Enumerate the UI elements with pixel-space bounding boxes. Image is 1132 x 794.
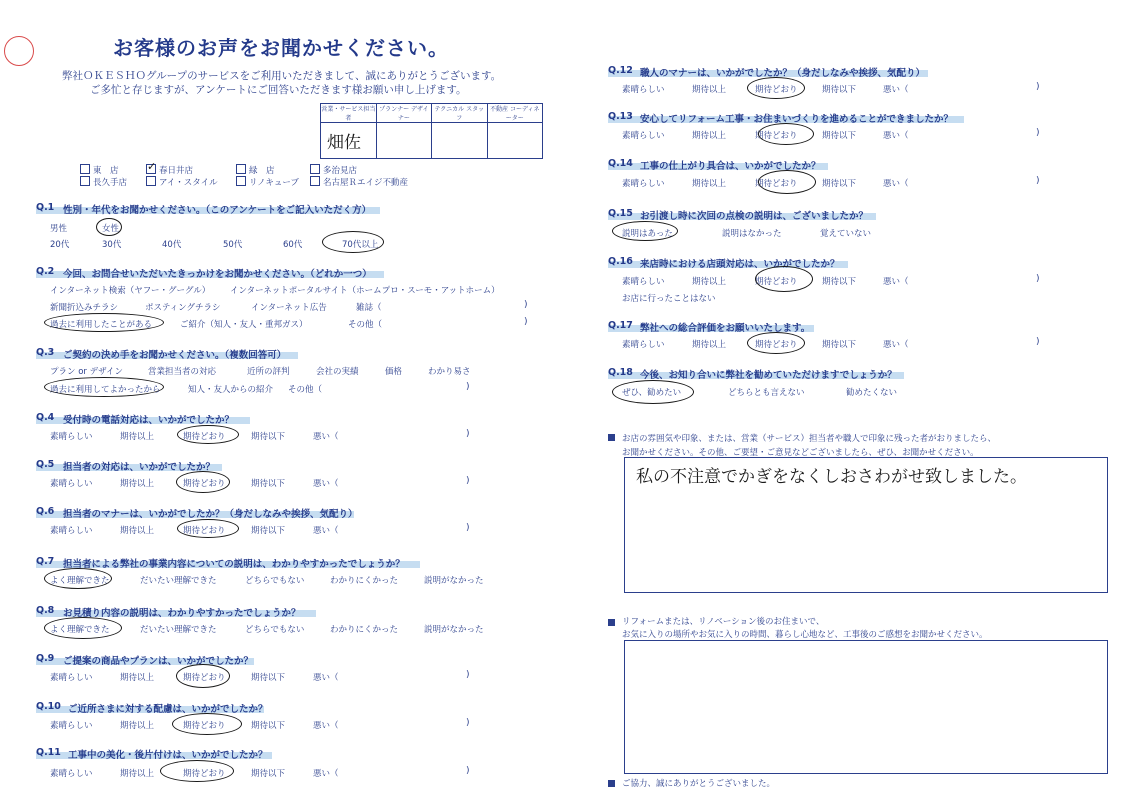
q3-track-record[interactable]: 会社の実績 — [316, 367, 359, 377]
bullet-square — [608, 780, 615, 787]
staff-header-sales: 営業・サービス担当者 — [321, 104, 377, 123]
q6-label: Q.6 — [36, 506, 55, 517]
q10-above[interactable]: 期待以上 — [120, 721, 155, 731]
q14-bad[interactable]: 悪い（ — [883, 179, 909, 189]
q18-recommend-mark — [612, 380, 694, 404]
q15-dont-remember[interactable]: 覚えていない — [820, 229, 872, 239]
q2-referral[interactable]: ご紹介（知人・友人・重邦ガス） — [180, 320, 308, 330]
q14-excellent[interactable]: 素晴らしい — [622, 179, 665, 189]
q9-excellent[interactable]: 素晴らしい — [50, 673, 93, 683]
q15-explained[interactable]: 説明はあった — [622, 229, 673, 239]
q17-excellent[interactable]: 素晴らしい — [622, 340, 665, 350]
q4-above[interactable]: 期待以上 — [120, 432, 155, 442]
store-kasugai[interactable]: ✓ 春日井店 — [147, 160, 194, 176]
q5-bad[interactable]: 悪い（ — [313, 479, 339, 489]
store-nagoya-rage[interactable]: 名古屋Ｒエイジ不動産 — [310, 176, 408, 188]
q13-as-expected-mark — [758, 123, 814, 145]
q10-excellent[interactable]: 素晴らしい — [50, 721, 93, 731]
checkbox[interactable] — [146, 176, 156, 186]
q5-as-expected[interactable]: 期待どおり — [183, 479, 226, 489]
q17-label: Q.17 — [608, 320, 633, 331]
staff-value-technical[interactable] — [432, 123, 487, 159]
q1-age-30[interactable]: 30代 — [102, 240, 122, 250]
q9-text: ご提案の商品やプランは、いかがでしたか？ — [63, 656, 254, 667]
free2-prompt-1: リフォームまたは、リノベーション後のお住まいで、 — [622, 617, 825, 627]
q2-internet-ad[interactable]: インターネット広告 — [251, 303, 327, 313]
q10-below[interactable]: 期待以下 — [251, 721, 286, 731]
q16-above[interactable]: 期待以上 — [692, 277, 727, 287]
q16-never-visited[interactable]: お店に行ったことはない — [622, 294, 716, 304]
q1-age-60[interactable]: 60代 — [283, 240, 303, 250]
q15-label: Q.15 — [608, 208, 633, 219]
page-title: お客様のお声をお聞かせください。 — [113, 36, 449, 60]
q4-close: ) — [466, 429, 470, 439]
checkbox[interactable] — [310, 176, 320, 186]
free1-prompt-2: お聞かせください。その他、ご要望・ご意見などございましたら、ぜひ、お聞かせください。 — [622, 448, 979, 458]
q4-as-expected[interactable]: 期待どおり — [183, 432, 226, 442]
q5-below[interactable]: 期待以下 — [251, 479, 286, 489]
q12-excellent[interactable]: 素晴らしい — [622, 85, 665, 95]
checkbox[interactable] — [310, 164, 320, 174]
q11-above[interactable]: 期待以上 — [120, 769, 155, 779]
q3-past-good[interactable]: 過去に利用してよかったから — [50, 385, 161, 395]
q6-excellent[interactable]: 素晴らしい — [50, 526, 93, 536]
q1-age-70-mark — [322, 231, 384, 253]
q17-close: ) — [1036, 337, 1040, 347]
q9-as-expected[interactable]: 期待どおり — [183, 673, 226, 683]
q15-not-explained[interactable]: 説明はなかった — [722, 229, 782, 239]
q16-text: 来店時における店頭対応は、いかがでしたか？ — [640, 259, 840, 270]
q1-age-40[interactable]: 40代 — [162, 240, 182, 250]
q4-bad[interactable]: 悪い（ — [313, 432, 339, 442]
q7-well-mark — [44, 568, 112, 589]
store-midori[interactable]: 緑 店 — [236, 164, 275, 176]
store-istyle[interactable]: アイ・スタイル — [146, 176, 218, 188]
checkbox[interactable] — [80, 176, 90, 186]
q7-text: 担当者による弊社の事業内容についての説明は、わかりやすかったでしょうか？ — [63, 559, 405, 570]
store-renocube[interactable]: リノキューブ — [236, 176, 299, 188]
q5-close: ) — [466, 476, 470, 486]
q2-past-use[interactable]: 過去に利用したことがある — [50, 320, 153, 330]
q12-as-expected-mark — [747, 77, 805, 99]
q1-text: 性別・年代をお聞かせください。（このアンケートをご記入いただく方） — [63, 205, 372, 216]
q7-well[interactable]: よく理解できた — [50, 576, 110, 586]
staff-value-sales[interactable]: 畑佐 — [321, 123, 377, 159]
q11-text: 工事中の美化・後片付けは、いかがでしたか？ — [68, 750, 268, 761]
q3-price[interactable]: 価格 — [385, 367, 403, 377]
q5-text: 担当者の対応は、いかがでしたか？ — [63, 462, 216, 473]
q9-close: ) — [466, 670, 470, 680]
q9-as-expected-mark — [176, 664, 230, 688]
q11-close: ) — [466, 766, 470, 776]
q14-close: ) — [1036, 176, 1040, 186]
checkbox[interactable] — [236, 164, 246, 174]
q11-as-expected[interactable]: 期待どおり — [183, 769, 226, 779]
q13-excellent[interactable]: 素晴らしい — [622, 131, 665, 141]
q5-above[interactable]: 期待以上 — [120, 479, 155, 489]
q9-label: Q.9 — [36, 653, 55, 664]
bullet-square — [608, 619, 615, 626]
q14-text: 工事の仕上がり具合は、いかがでしたか？ — [640, 161, 821, 172]
checkbox-checked[interactable]: ✓ — [147, 160, 157, 173]
q6-as-expected-mark — [177, 519, 239, 538]
q6-bad[interactable]: 悪い（ — [313, 526, 339, 536]
q12-close: ) — [1036, 82, 1040, 92]
q10-as-expected[interactable]: 期待どおり — [183, 721, 226, 731]
q3-other-close: ) — [466, 382, 470, 392]
q16-bad[interactable]: 悪い（ — [883, 277, 909, 287]
q11-as-expected-mark — [160, 760, 234, 782]
q14-label: Q.14 — [608, 158, 633, 169]
q1-label: Q.1 — [36, 202, 55, 213]
store-east[interactable]: 東 店 — [80, 164, 119, 176]
q3-friend-referral[interactable]: 知人・友人からの紹介 — [188, 385, 274, 395]
q13-label: Q.13 — [608, 111, 633, 122]
q17-below[interactable]: 期待以下 — [822, 340, 857, 350]
q18-recommend[interactable]: ぜひ、勧めたい — [622, 388, 682, 398]
q14-as-expected[interactable]: 期待どおり — [755, 179, 798, 189]
free2-answer-box[interactable] — [624, 640, 1108, 774]
thanks-text: ご協力、誠にありがとうございました。 — [622, 779, 776, 789]
q16-as-expected-mark — [755, 266, 813, 292]
free1-answer[interactable]: 私の不注意でかぎをなくしおさわがせ致しました。 — [636, 467, 1027, 487]
q4-as-expected-mark — [177, 425, 239, 444]
store-tajimi[interactable]: 多治見店 — [310, 164, 357, 176]
q16-close: ) — [1036, 274, 1040, 284]
seal-stamp — [4, 36, 34, 66]
q4-label: Q.4 — [36, 412, 55, 423]
checkbox[interactable] — [80, 164, 90, 174]
intro-line-2: ご多忙と存じますが、アンケートにご回答いただきます様お願い申し上げます。 — [90, 84, 467, 96]
q17-text: 弊社への総合評価をお願いいたします。 — [640, 323, 811, 334]
q18-neutral[interactable]: どちらとも言えない — [728, 388, 805, 398]
q14-below[interactable]: 期待以下 — [822, 179, 857, 189]
q7-label: Q.7 — [36, 556, 55, 567]
q8-well-mark — [44, 617, 122, 639]
staff-header-realestate: 不動産 コーディネーター — [487, 104, 542, 123]
q6-above[interactable]: 期待以上 — [120, 526, 155, 536]
q4-text: 受付時の電話対応は、いかがでしたか？ — [63, 415, 235, 426]
q11-below[interactable]: 期待以下 — [251, 769, 286, 779]
q2-magazine[interactable]: 雑誌（ — [356, 303, 382, 313]
q3-text: ご契約の決め手をお聞かせください。（複数回答可） — [63, 350, 287, 361]
free2-prompt-2: お気に入りの場所やお気に入りの時間、暮らし心地など、工事後のご感想をお聞かせください。 — [622, 630, 988, 640]
q14-above[interactable]: 期待以上 — [692, 179, 727, 189]
q1-male[interactable]: 男性 — [50, 224, 68, 234]
staff-value-planner[interactable] — [376, 123, 431, 159]
q1-age-50[interactable]: 50代 — [223, 240, 243, 250]
staff-header-technical: テクニカル スタッフ — [432, 104, 487, 123]
q2-text: 今回、お問合せいただいたきっかけをお聞かせください。（どれか一つ） — [63, 269, 372, 280]
q13-close: ) — [1036, 128, 1040, 138]
staff-header-planner: プランナー デザイナー — [376, 104, 431, 123]
q6-text: 担当者のマナーは、いかがでしたか？（身だしなみや挨拶、気配り） — [63, 509, 358, 520]
q16-as-expected[interactable]: 期待どおり — [755, 277, 798, 287]
q14-as-expected-mark — [758, 170, 816, 194]
q1-female[interactable]: 女性 — [102, 224, 120, 234]
q4-below[interactable]: 期待以下 — [251, 432, 286, 442]
store-nagakute[interactable]: 長久手店 — [80, 176, 127, 188]
q2-past-use-mark — [44, 313, 164, 332]
q7-unclear[interactable]: わかりにくかった — [330, 576, 399, 586]
q2-label: Q.2 — [36, 266, 55, 277]
q2-newspaper-flyer[interactable]: 新聞折込みチラシ — [50, 303, 119, 313]
q6-as-expected[interactable]: 期待どおり — [183, 526, 226, 536]
q10-bad[interactable]: 悪い（ — [313, 721, 339, 731]
q18-text: 今後、お知り合いに弊社を勧めていただけますでしょうか？ — [640, 370, 897, 381]
q10-label: Q.10 — [36, 701, 61, 712]
q3-past-good-mark — [44, 377, 164, 397]
q18-label: Q.18 — [608, 367, 633, 378]
q3-plan-design[interactable]: プラン or デザイン — [50, 367, 124, 377]
q8-neutral[interactable]: どちらでもない — [245, 625, 305, 635]
q8-mostly[interactable]: だいたい理解できた — [140, 625, 217, 635]
q15-text: お引渡し時に次回の点検の説明は、ございましたか？ — [640, 211, 869, 222]
q4-excellent[interactable]: 素晴らしい — [50, 432, 93, 442]
q9-above[interactable]: 期待以上 — [120, 673, 155, 683]
q16-label: Q.16 — [608, 256, 633, 267]
q3-reputation[interactable]: 近所の評判 — [247, 367, 290, 377]
q10-close: ) — [466, 718, 470, 728]
q5-excellent[interactable]: 素晴らしい — [50, 479, 93, 489]
q8-unclear[interactable]: わかりにくかった — [330, 625, 399, 635]
q7-mostly[interactable]: だいたい理解できた — [140, 576, 217, 586]
q12-above[interactable]: 期待以上 — [692, 85, 727, 95]
bullet-square — [608, 434, 615, 441]
q6-below[interactable]: 期待以下 — [251, 526, 286, 536]
q5-label: Q.5 — [36, 459, 55, 470]
q11-excellent[interactable]: 素晴らしい — [50, 769, 93, 779]
q9-below[interactable]: 期待以下 — [251, 673, 286, 683]
q16-below[interactable]: 期待以下 — [822, 277, 857, 287]
q8-label: Q.8 — [36, 605, 55, 616]
q15-explained-mark — [612, 221, 678, 241]
q17-as-expected-mark — [747, 332, 805, 354]
q12-as-expected[interactable]: 期待どおり — [755, 85, 798, 95]
free1-prompt-1: お店の雰囲気や印象、または、営業（サービス）担当者や職人で印象に残った者がおりましたら、 — [622, 434, 997, 444]
q8-well[interactable]: よく理解できた — [50, 625, 110, 635]
q12-below[interactable]: 期待以下 — [822, 85, 857, 95]
staff-value-realestate[interactable] — [487, 123, 542, 159]
q1-age-20[interactable]: 20代 — [50, 240, 70, 250]
q17-above[interactable]: 期待以上 — [692, 340, 727, 350]
q2-magazine-close: ) — [524, 300, 528, 310]
q13-text: 安心してリフォーム工事・お住まいづくりを進めることができましたか？ — [640, 114, 954, 125]
q17-bad[interactable]: 悪い（ — [883, 340, 909, 350]
q5-as-expected-mark — [176, 471, 230, 493]
q10-as-expected-mark — [172, 713, 242, 735]
q17-as-expected[interactable]: 期待どおり — [755, 340, 798, 350]
q8-no-explanation[interactable]: 説明がなかった — [424, 625, 484, 635]
q7-no-explanation[interactable]: 説明がなかった — [424, 576, 484, 586]
q12-bad[interactable]: 悪い（ — [883, 85, 909, 95]
q3-other[interactable]: その他（ — [288, 385, 323, 395]
q1-female-mark — [96, 218, 122, 236]
q12-label: Q.12 — [608, 65, 633, 76]
q2-internet-search[interactable]: インターネット検索（ヤフー・グーグル） — [50, 286, 211, 296]
q13-above[interactable]: 期待以上 — [692, 131, 727, 141]
q13-below[interactable]: 期待以下 — [822, 131, 857, 141]
staff-table — [320, 103, 543, 159]
q3-sales-staff[interactable]: 営業担当者の対応 — [148, 367, 217, 377]
q8-text: お見積り内容の説明は、わかりやすかったでしょうか？ — [63, 608, 301, 619]
q9-bad[interactable]: 悪い（ — [313, 673, 339, 683]
q2-other-close: ) — [524, 317, 528, 327]
q2-portal-site[interactable]: インターネットポータルサイト（ホームプロ・スーモ・アットホーム） — [230, 286, 500, 296]
q16-excellent[interactable]: 素晴らしい — [622, 277, 665, 287]
q10-text: ご近所さまに対する配慮は、いかがでしたか？ — [68, 704, 268, 715]
q3-label: Q.3 — [36, 347, 55, 358]
q2-posting-flyer[interactable]: ポスティングチラシ — [145, 303, 221, 313]
q18-not-recommend[interactable]: 勧めたくない — [846, 388, 898, 398]
q7-neutral[interactable]: どちらでもない — [245, 576, 305, 586]
q2-other[interactable]: その他（ — [348, 320, 383, 330]
q1-age-70[interactable]: 70代以上 — [342, 240, 379, 250]
q12-text: 職人のマナーは、いかがでしたか？（身だしなみや挨拶、気配り） — [640, 68, 926, 79]
q13-bad[interactable]: 悪い（ — [883, 131, 909, 141]
q11-label: Q.11 — [36, 747, 61, 758]
q11-bad[interactable]: 悪い（ — [313, 769, 339, 779]
q13-as-expected[interactable]: 期待どおり — [755, 131, 798, 141]
intro-line-1: 弊社ＯＫＥＳＨＯグループのサービスをご利用いただきまして、誠にありがとうございます。 — [62, 70, 502, 82]
q6-close: ) — [466, 523, 470, 533]
checkbox[interactable] — [236, 176, 246, 186]
q3-clarity[interactable]: わかり易さ — [428, 367, 471, 377]
